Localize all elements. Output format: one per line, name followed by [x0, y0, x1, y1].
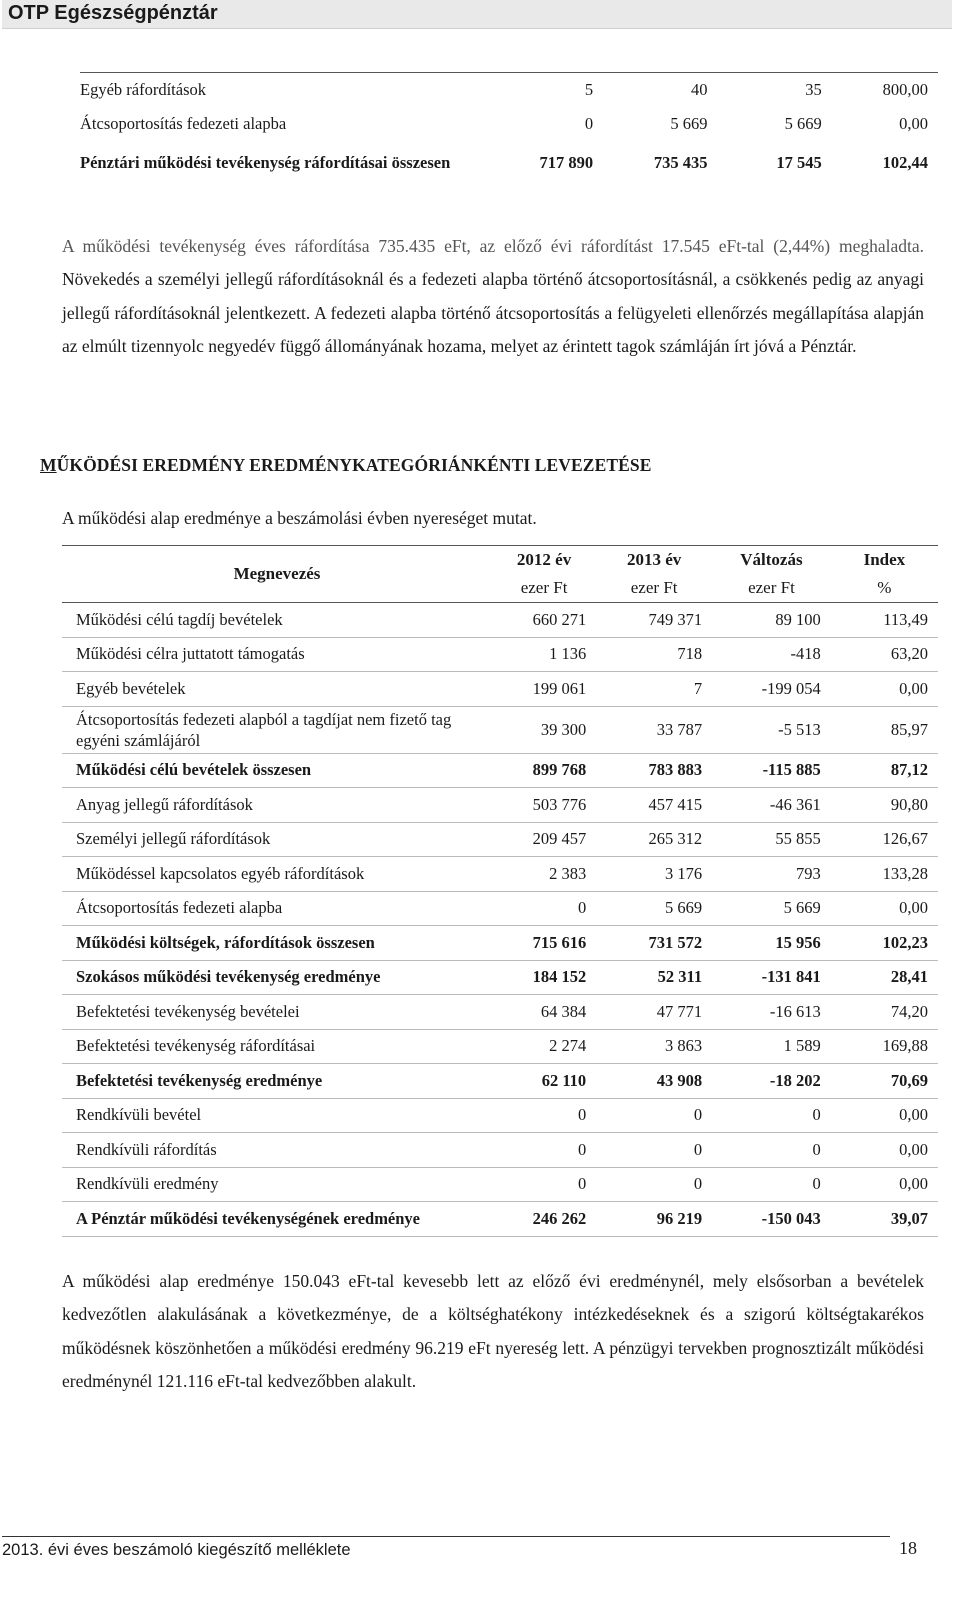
cell-2012: 246 262: [492, 1202, 596, 1237]
cell-index: 85,97: [831, 706, 938, 753]
cell-2012: 0: [584, 114, 594, 133]
cell-2013: 5 669: [596, 891, 712, 926]
cell-2013: 7: [596, 672, 712, 707]
cell-2013: 457 415: [596, 788, 712, 823]
results-table: [62, 545, 938, 1237]
cell-2012: 5: [584, 80, 594, 99]
table-row: [80, 107, 938, 141]
cell-2013: 783 883: [596, 753, 712, 788]
cell-change: 0: [712, 1167, 831, 1202]
section-title: [40, 455, 652, 476]
cell-2013: 265 312: [596, 822, 712, 857]
cell-change: 15 956: [712, 926, 831, 961]
expense-summary-table: [80, 72, 938, 185]
cell-2013: 3 863: [596, 1029, 712, 1064]
row-label: Személyi jellegű ráfordítások: [62, 822, 492, 857]
table-row: [62, 706, 938, 753]
cell-change: 1 589: [712, 1029, 831, 1064]
cell-2013: 731 572: [596, 926, 712, 961]
cell-change: -16 613: [712, 995, 831, 1030]
cell-2012: 39 300: [492, 706, 596, 753]
table-row: [62, 788, 938, 823]
section-title-initial: M: [40, 455, 57, 475]
cell-change: -115 885: [712, 753, 831, 788]
footer-text: 2013. évi éves beszámoló kiegészítő melléklete: [2, 1541, 351, 1559]
cell-change: 5 669: [784, 114, 822, 133]
table-row: [80, 141, 938, 185]
header-unit-2012: ezer Ft: [492, 574, 596, 603]
row-label-text: Átcsoportosítás fedezeti alapból a tagdíjat nem fizető tag egyéni számlájáról: [76, 709, 452, 750]
cell-2012: 0: [492, 891, 596, 926]
cell-change: 55 855: [712, 822, 831, 857]
header-unit-2013: ezer Ft: [596, 574, 712, 603]
cell-2013: 3 176: [596, 857, 712, 892]
header-col-index: Index: [863, 550, 906, 569]
row-label: Egyéb ráfordítások: [80, 80, 206, 99]
cell-2012: 715 616: [492, 926, 596, 961]
cell-index: 102,23: [831, 926, 938, 961]
cell-change: 5 669: [712, 891, 831, 926]
table-row: [62, 857, 938, 892]
cell-index: 0,00: [831, 891, 938, 926]
cell-index: 126,67: [831, 822, 938, 857]
paragraph-expense-analysis: [62, 230, 924, 363]
row-label: Működési célra juttatott támogatás: [62, 637, 492, 672]
table-row: [62, 1098, 938, 1133]
table-row: [62, 995, 938, 1030]
row-label: [62, 706, 492, 753]
row-label: [80, 141, 515, 185]
cell-2012: 64 384: [492, 995, 596, 1030]
cell-2013: 47 771: [596, 995, 712, 1030]
cell-2012: 2 383: [492, 857, 596, 892]
row-label: A Pénztár működési tevékenységének eredménye: [62, 1202, 492, 1237]
cell-2013: 749 371: [596, 603, 712, 638]
table-row: [62, 926, 938, 961]
cell-change: 35: [805, 80, 822, 99]
cell-2012: 660 271: [492, 603, 596, 638]
header-col-change: Változás: [740, 550, 803, 569]
cell-2012: 0: [492, 1098, 596, 1133]
table-row: [62, 1167, 938, 1202]
cell-change: 17 545: [776, 153, 822, 172]
cell-2013: 96 219: [596, 1202, 712, 1237]
cell-2012: 199 061: [492, 672, 596, 707]
table-row: [62, 1202, 938, 1237]
cell-change: 793: [712, 857, 831, 892]
row-label: Működési költségek, ráfordítások összesen: [62, 926, 492, 961]
footer-divider: [2, 1536, 890, 1537]
cell-index: 0,00: [831, 672, 938, 707]
table-row: [62, 1064, 938, 1099]
cell-change: -46 361: [712, 788, 831, 823]
cell-2012: 717 890: [539, 153, 594, 172]
cell-2012: 1 136: [492, 637, 596, 672]
section-intro: A működési alap eredménye a beszámolási évben nyereséget mutat.: [62, 508, 537, 528]
page-number: 18: [899, 1538, 917, 1558]
cell-index: 102,44: [882, 153, 928, 172]
cell-change: -131 841: [712, 960, 831, 995]
row-label: Befektetési tevékenység ráfordításai: [62, 1029, 492, 1064]
cell-2012: 0: [492, 1167, 596, 1202]
cell-index: 90,80: [831, 788, 938, 823]
header-unit-change: ezer Ft: [712, 574, 831, 603]
cell-2012: 2 274: [492, 1029, 596, 1064]
row-label-text: Pénztári működési tevékenység ráfordításai összesen: [80, 153, 451, 172]
cell-index: 28,41: [831, 960, 938, 995]
table-row: [62, 1133, 938, 1168]
cell-index: 169,88: [831, 1029, 938, 1064]
cell-change: -418: [712, 637, 831, 672]
cell-index: 39,07: [831, 1202, 938, 1237]
row-label: Rendkívüli ráfordítás: [62, 1133, 492, 1168]
cell-change: 0: [712, 1098, 831, 1133]
cell-index: 74,20: [831, 995, 938, 1030]
results-table-body: [62, 603, 938, 1237]
row-label: Rendkívüli bevétel: [62, 1098, 492, 1133]
paragraph-part-b: Növekedés a személyi jellegű ráfordításoknál és a fedezeti alapba történő átcsoportosításnál, a csökkenés pedig az anyagi jellegű ráfordításoknál jelentkezett. A fedezeti alapba történő átcsoportosítás a felügyeleti ellenőrzés megállapítása alapján az elmúlt tizennyolc negyedév függő állományának hozama, melyet az érintett tagok számláján írt jóvá a Pénztár.: [62, 269, 924, 356]
header-unit-index: %: [831, 574, 938, 603]
table-row: [62, 753, 938, 788]
cell-2013: 43 908: [596, 1064, 712, 1099]
cell-index: 800,00: [882, 80, 928, 99]
cell-2013: 40: [690, 80, 708, 99]
row-label: Működési célú tagdíj bevételek: [62, 603, 492, 638]
table-row: [62, 672, 938, 707]
cell-2012: 184 152: [492, 960, 596, 995]
header-col-2012: 2012 év: [516, 550, 572, 569]
table-header-row: [62, 546, 938, 575]
cell-2013: 0: [596, 1098, 712, 1133]
cell-index: 87,12: [831, 753, 938, 788]
cell-2012: 209 457: [492, 822, 596, 857]
cell-index: 63,20: [831, 637, 938, 672]
header-name: Megnevezés: [62, 546, 492, 603]
cell-2013: 33 787: [596, 706, 712, 753]
row-label: Befektetési tevékenység eredménye: [62, 1064, 492, 1099]
row-label: Rendkívüli eredmény: [62, 1167, 492, 1202]
section-title-rest: ŰKÖDÉSI EREDMÉNY EREDMÉNYKATEGÓRIÁNKÉNTI LEVEZETÉSE: [56, 455, 652, 475]
page-header: [2, 0, 952, 29]
row-label: Szokásos működési tevékenység eredménye: [62, 960, 492, 995]
header-col-2013: 2013 év: [626, 550, 682, 569]
header-title: OTP Egészségpénztár: [8, 2, 218, 24]
cell-2013: 718: [596, 637, 712, 672]
cell-change: -5 513: [712, 706, 831, 753]
row-label: Egyéb bevételek: [62, 672, 492, 707]
table-row: [80, 73, 938, 108]
row-label: Működési célú bevételek összesen: [62, 753, 492, 788]
table-row: [62, 637, 938, 672]
row-label: Átcsoportosítás fedezeti alapba: [80, 114, 287, 133]
cell-2013: 0: [596, 1167, 712, 1202]
cell-2012: 899 768: [492, 753, 596, 788]
row-label: Átcsoportosítás fedezeti alapba: [62, 891, 492, 926]
cell-2013: 0: [596, 1133, 712, 1168]
cell-index: 0,00: [831, 1167, 938, 1202]
row-label: Anyag jellegű ráfordítások: [62, 788, 492, 823]
cell-2013: 5 669: [670, 114, 708, 133]
cell-index: 133,28: [831, 857, 938, 892]
cell-change: -18 202: [712, 1064, 831, 1099]
cell-index: 0,00: [831, 1098, 938, 1133]
row-label: Működéssel kapcsolatos egyéb ráfordítások: [62, 857, 492, 892]
cell-index: 70,69: [831, 1064, 938, 1099]
cell-index: 113,49: [831, 603, 938, 638]
paragraph-part-a: A működési tevékenység éves ráfordítása 735.435 eFt, az előző évi ráfordítást 17.545 eFt-tal (2,44%) meghaladta.: [62, 236, 924, 256]
cell-2013: 52 311: [596, 960, 712, 995]
paragraph-result-analysis: A működési alap eredménye 150.043 eFt-tal kevesebb lett az előző évi eredménynél, mely elsősorban a bevételek kedvezőtlen alakulásának a következménye, de a költséghatékony intézkedéseknek és a szigorú költségtakarékos működésnek köszönhetően a működési eredmény 96.219 eFt nyereség lett. A pénzügyi tervekben prognosztizált működési eredménynél 121.116 eFt-tal kedvezőbben alakult.: [62, 1271, 924, 1391]
table-row: [62, 891, 938, 926]
table-row: [62, 1029, 938, 1064]
cell-2013: 735 435: [653, 153, 708, 172]
cell-change: 89 100: [712, 603, 831, 638]
cell-index: 0,00: [831, 1133, 938, 1168]
cell-2012: 0: [492, 1133, 596, 1168]
cell-2012: 62 110: [492, 1064, 596, 1099]
table-row: [62, 822, 938, 857]
cell-change: 0: [712, 1133, 831, 1168]
cell-change: -150 043: [712, 1202, 831, 1237]
table-row: [62, 603, 938, 638]
table-row: [62, 960, 938, 995]
cell-index: 0,00: [899, 114, 928, 133]
cell-2012: 503 776: [492, 788, 596, 823]
cell-change: -199 054: [712, 672, 831, 707]
row-label: Befektetési tevékenység bevételei: [62, 995, 492, 1030]
